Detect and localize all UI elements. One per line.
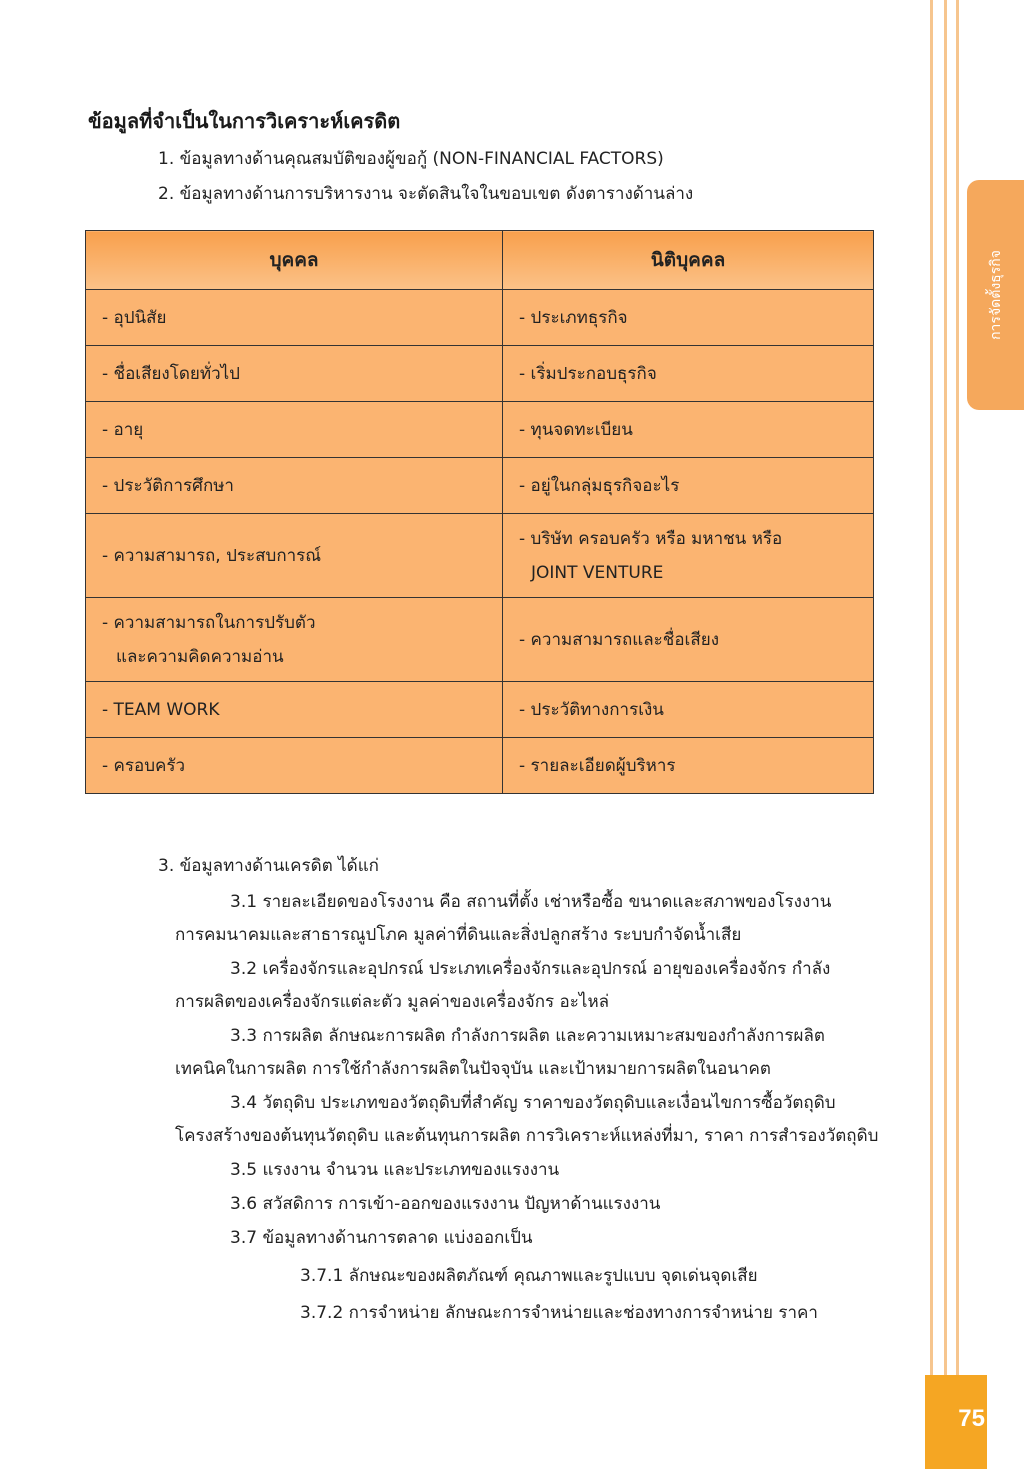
table-cell: - อุปนิสัย	[86, 290, 503, 346]
table-cell: - TEAM WORK	[86, 682, 503, 738]
paragraph: 3.7.1 ลักษณะของผลิตภัณฑ์ คุณภาพและรูปแบบ จุดเด่นจุดเสีย	[300, 1266, 758, 1286]
header-juristic: นิติบุคคล	[503, 231, 874, 290]
table-cell	[503, 514, 874, 598]
table-cell: - ประเภทธุรกิจ	[503, 290, 874, 346]
table-cell	[86, 598, 503, 682]
paragraph: 3.1 รายละเอียดของโรงงาน คือ สถานที่ตั้ง เช่าหรือซื้อ ขนาดและสภาพของโรงงาน	[230, 892, 832, 912]
paragraph: โครงสร้างของต้นทุนวัตถุดิบ และต้นทุนการผลิต การวิเคราะห์แหล่งที่มา, ราคา การสำรองวัตถุดิบ	[175, 1126, 879, 1146]
table-row	[86, 514, 874, 598]
page-title: ข้อมูลที่จำเป็นในการวิเคราะห์เครดิต	[88, 109, 401, 133]
table-cell: - ความสามารถ, ประสบการณ์	[86, 514, 503, 598]
table-cell: - เริ่มประกอบธุรกิจ	[503, 346, 874, 402]
table-row	[86, 458, 874, 514]
intro-item-1: 1. ข้อมูลทางด้านคุณสมบัติของผู้ขอกู้ (NON-FINANCIAL FACTORS)	[158, 149, 664, 169]
table-cell: - อายุ	[86, 402, 503, 458]
table-cell-line: - บริษัท ครอบครัว หรือ มหาชน หรือ	[519, 528, 783, 549]
paragraph: เทคนิคในการผลิต การใช้กำลังการผลิตในปัจจุบัน และเป้าหมายการผลิตในอนาคต	[175, 1059, 771, 1079]
paragraph: 3.5 แรงงาน จำนวน และประเภทของแรงงาน	[230, 1160, 560, 1180]
decor-line	[930, 0, 933, 1469]
table-cell: - ครอบครัว	[86, 738, 503, 794]
table-cell-line: และความคิดความอ่าน	[116, 646, 284, 667]
paragraph: 3.7 ข้อมูลทางด้านการตลาด แบ่งออกเป็น	[230, 1228, 533, 1248]
table-cell: - รายละเอียดผู้บริหาร	[503, 738, 874, 794]
header-individual: บุคคล	[86, 231, 503, 290]
paragraph: 3.6 สวัสดิการ การเข้า-ออกของแรงงาน ปัญหาด้านแรงงาน	[230, 1194, 661, 1214]
decor-line	[944, 0, 947, 1469]
page-number-box	[925, 1375, 987, 1469]
paragraph: 3.3 การผลิต ลักษณะการผลิต กำลังการผลิต และความเหมาะสมของกำลังการผลิต	[230, 1026, 825, 1046]
table-cell: - ประวัติทางการเงิน	[503, 682, 874, 738]
paragraph: 3.2 เครื่องจักรและอุปกรณ์ ประเภทเครื่องจักรและอุปกรณ์ อายุของเครื่องจักร กำลัง	[230, 959, 831, 979]
table-row	[86, 402, 874, 458]
intro-item-2: 2. ข้อมูลทางด้านการบริหารงาน จะตัดสินใจในขอบเขต ดังตารางด้านล่าง	[158, 184, 694, 204]
table-cell: - ทุนจดทะเบียน	[503, 402, 874, 458]
decor-line	[956, 0, 959, 1469]
paragraph: 3.4 วัตถุดิบ ประเภทของวัตถุดิบที่สำคัญ ราคาของวัตถุดิบและเงื่อนไขการซื้อวัตถุดิบ	[230, 1093, 836, 1113]
table-cell: - ประวัติการศึกษา	[86, 458, 503, 514]
paragraph: 3.7.2 การจำหน่าย ลักษณะการจำหน่ายและช่องทางการจำหน่าย ราคา	[300, 1303, 818, 1323]
table-cell: - ชื่อเสียงโดยทั่วไป	[86, 346, 503, 402]
page-number: 75	[958, 1405, 985, 1432]
paragraph: การคมนาคมและสาธารณูปโภค มูลค่าที่ดินและสิ่งปลูกสร้าง ระบบกำจัดน้ำเสีย	[175, 925, 742, 945]
table-cell: - อยู่ในกลุ่มธุรกิจอะไร	[503, 458, 874, 514]
chapter-side-tab-label: การจัดตั้งธุรกิจ	[987, 250, 1004, 340]
factors-table	[85, 230, 874, 794]
table-row	[86, 738, 874, 794]
table-row	[86, 682, 874, 738]
table-row	[86, 598, 874, 682]
section3-heading: 3. ข้อมูลทางด้านเครดิต ได้แก่	[158, 856, 379, 876]
table-cell-line: JOINT VENTURE	[531, 562, 664, 583]
table-cell-line: - ความสามารถในการปรับตัว	[102, 612, 316, 633]
chapter-side-tab	[967, 180, 1024, 410]
table-row	[86, 290, 874, 346]
table-row	[86, 346, 874, 402]
paragraph: การผลิตของเครื่องจักรแต่ละตัว มูลค่าของเครื่องจักร อะไหล่	[175, 992, 610, 1012]
table-cell: - ความสามารถและชื่อเสียง	[503, 598, 874, 682]
table-header-row	[86, 231, 874, 290]
